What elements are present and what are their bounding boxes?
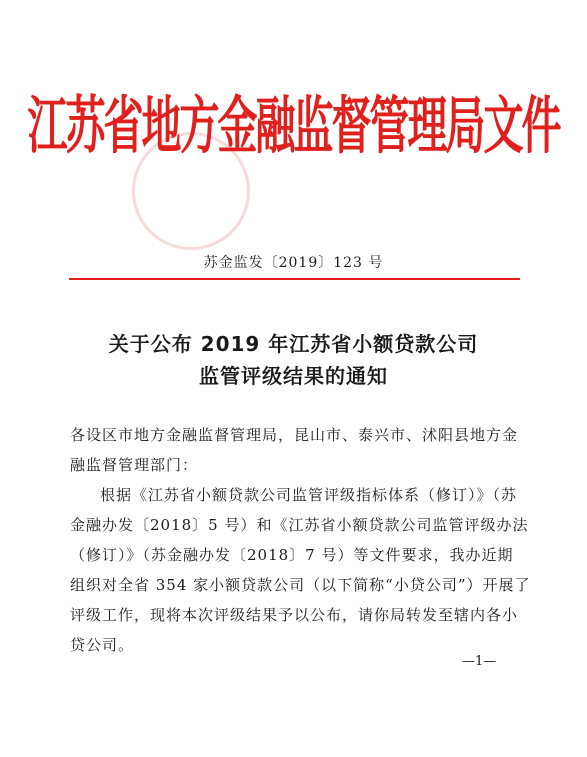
page-number: —1— — [462, 654, 497, 669]
body-line: 融监督管理部门： — [70, 456, 199, 474]
body-line: 贷公司。 — [70, 636, 135, 654]
notice-title-line-2: 监管评级结果的通知 — [199, 364, 388, 388]
body-line: 根据《江苏省小额贷款公司监管评级指标体系（修订）》（苏 — [100, 486, 518, 504]
body-line: 各设区市地方金融监督管理局，昆山市、泰兴市、沭阳县地方金 — [70, 426, 519, 444]
document-number: 苏金监发〔2019〕123 号 — [203, 255, 384, 271]
body-line: 金融办发〔2018〕5 号）和《江苏省小额贷款公司监管评级办法 — [70, 516, 529, 534]
document-header-title: 江苏省地方金融监督管理局文件 — [27, 91, 560, 163]
body-line: 评级工作，现将本次评级结果予以公布，请你局转发至辖内各小 — [70, 606, 519, 624]
red-divider-line — [69, 278, 520, 280]
notice-title-line-1: 关于公布 2019 年江苏省小额贷款公司 — [108, 332, 479, 356]
body-line: （修订）》（苏金融办发〔2018〕7 号）等文件要求，我办近期 — [70, 546, 514, 564]
body-line: 组织对全省 354 家小额贷款公司（以下简称“小贷公司”）开展了 — [70, 576, 531, 594]
